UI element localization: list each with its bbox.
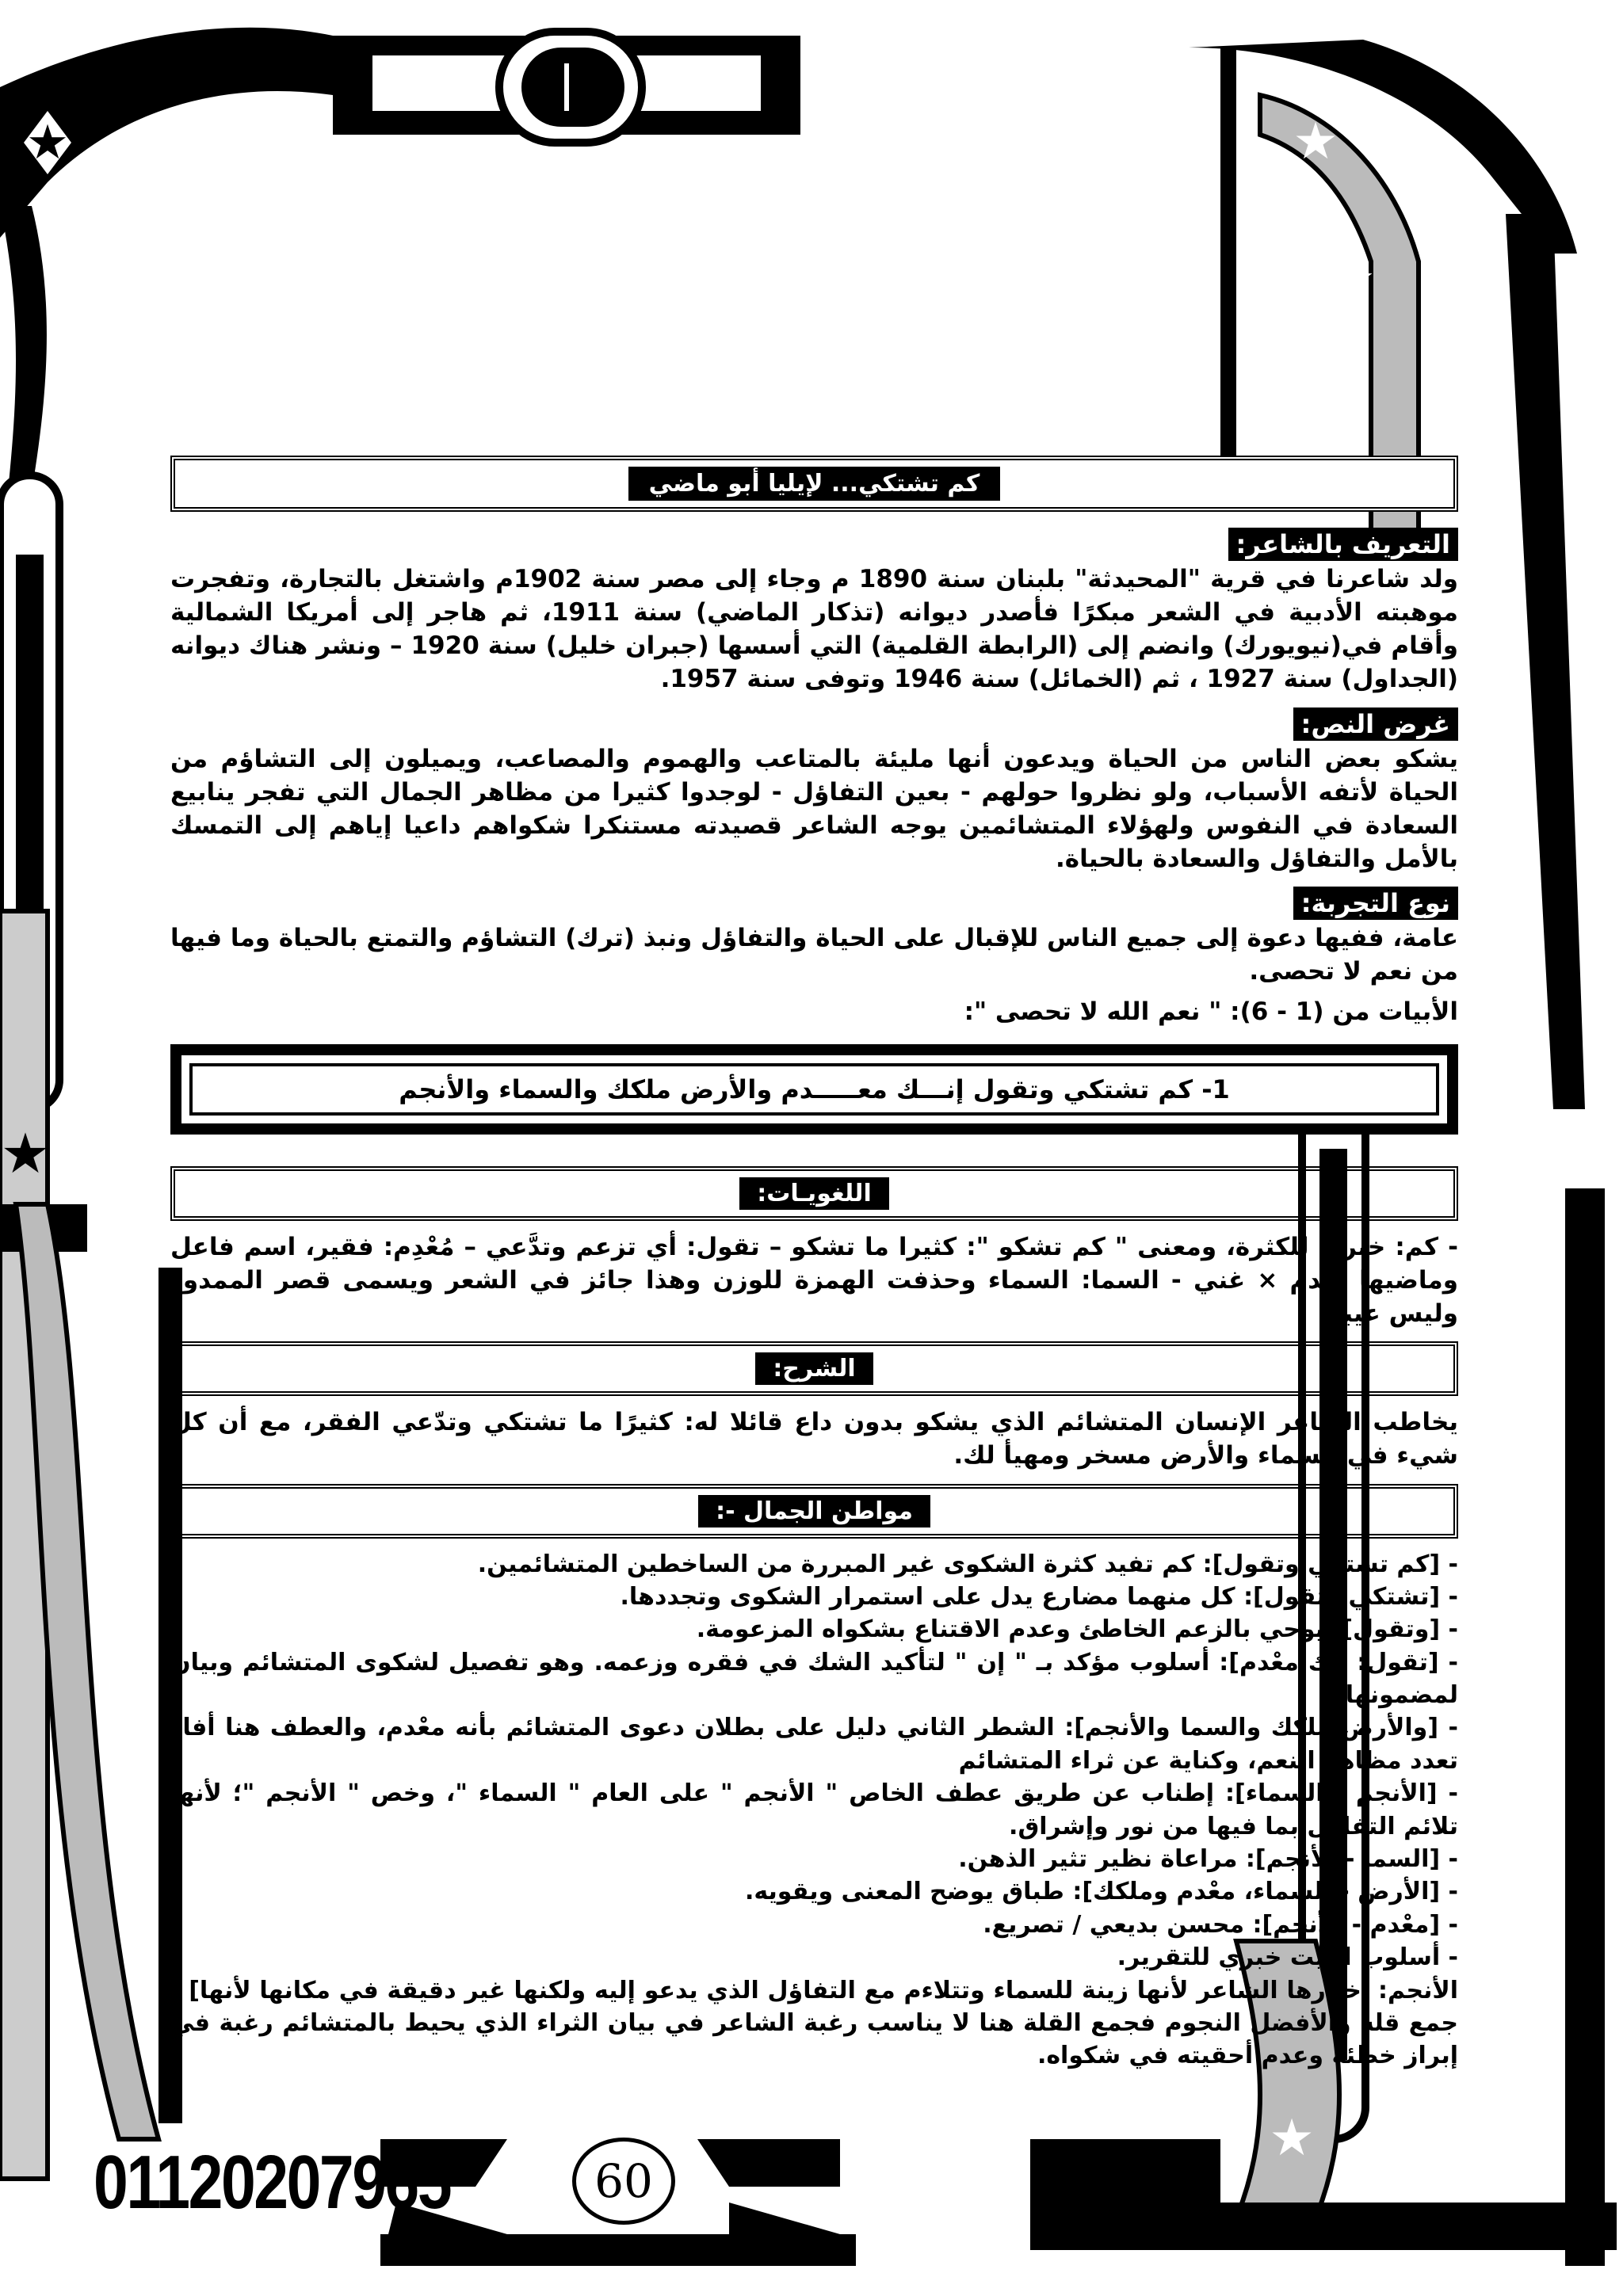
poet-label: التعريف بالشاعر: bbox=[1228, 528, 1458, 561]
list-item: - [وتقول]: يوحي بالزعم الخاطئ وعدم الاقتناع بشكواه المزعومة. bbox=[696, 1615, 1458, 1644]
list-item: - [السما - الأنجم]: مراعاة نظير تثير الذهن. bbox=[958, 1845, 1458, 1874]
poet-bio: ولد شاعرنا في قرية "المحيدثة" بلبنان سنة 1890 م وجاء إلى مصر سنة 1902م واشتغل بالتجارة، وتفجرت موهبته الأدبية في الشعر مبكرًا فأصدر ديوانه (تذكار الماضي) سنة 1911، ثم هاجر إلى أمريكا الشمالية وأقام في(نيويورك) وانضم إلى (الرابطة القلمية) التي أسسها (جبران خليل) سنة 1920 – ونشر هناك ديوانه (الجداول) سنة 1927 ، ثم (الخمائل) سنة 1946 وتوفى سنة 1957. bbox=[170, 565, 1459, 694]
verse-frame bbox=[170, 1044, 1458, 1135]
explain-text: يخاطب الشاعر الإنسان المتشائم الذي يشكو بدون داع قائلا له: كثيرًا ما تشتكي وتدّعي الفقر، مع أن كل شيء في السماء والأرض مسخر ومهيأ لك. bbox=[170, 1408, 1458, 1470]
verse-text: 1- كم تشتكي وتقول إنـــك معـــــدم والأرض ملكك والسماء والأنجم bbox=[189, 1063, 1439, 1116]
purpose-text: يشكو بعض الناس من الحياة ويدعون أنها مليئة بالمتاعب والهموم والمصاعب، ويميلون إلى التشاؤم من الحياة لأتفه الأسباب، ولو نظروا حولهم - بعين التفاؤل - لوجدوا كثيرا من مظاهر الجمال التي تفجر ينابيع السعادة في النفوس ولهؤلاء المتشائمين يوجه الشاعر قصيدته مستنكرا شكواهم داعيا إياهم إلى التمسك بالأمل والتفاؤل والسعادة بالحياة. bbox=[170, 744, 1458, 874]
explain-heading: الشرح: bbox=[755, 1352, 873, 1385]
svg-text:★: ★ bbox=[0, 1121, 51, 1186]
svg-text:★: ★ bbox=[1293, 113, 1338, 171]
experience-text: عامة، ففيها دعوة إلى جميع الناس للإقبال على الحياة والتفاؤل ونبذ (ترك) التشاؤم والتمتع بالحياة وما فيها من نعم لا تحصى. bbox=[170, 924, 1458, 986]
vocab-heading: اللغويـات: bbox=[739, 1177, 888, 1210]
footer-phone-number: 01120207965 bbox=[94, 2140, 451, 2225]
page-number: 60 bbox=[572, 2138, 675, 2225]
main-content bbox=[170, 456, 1458, 2073]
beauty-heading: مواطن الجمال -: bbox=[698, 1495, 930, 1527]
purpose-label: غرض النص: bbox=[1293, 707, 1458, 741]
title-frame bbox=[170, 456, 1458, 512]
list-item: - [والأرض ملكك والسما والأنجم]: الشطر الثاني دليل على بطلان دعوى المتشائم بأنه معْدم، والعطف هنا أفاد تعدد مظاهر النعم، وكناية عن ثراء المتشائم bbox=[170, 1714, 1458, 1775]
vocab-heading-frame bbox=[170, 1166, 1458, 1221]
list-item: - [تشتكي وتقول]: كل منهما مضارع يدل على استمرار الشكوى وتجددها. bbox=[620, 1582, 1458, 1611]
verses-range: الأبيات من (1 - 6): " نعم الله لا تحصى ": bbox=[964, 997, 1458, 1026]
list-item: - [الأنجم - السماء]: إطناب عن طريق عطف الخاص " الأنجم " على العام " السماء "، وخص " الأنجم "؛ لأنها تلائم التفاؤل بما فيها من نور وإشراق. bbox=[170, 1779, 1458, 1840]
list-item: - [تقول: إنك معْدم]: أسلوب مؤكد بـ " إن " لتأكيد الشك في فقره وزعمه. وهو تفصيل لشكوى المتشائم وبيان لمضمونها. bbox=[170, 1648, 1458, 1710]
list-item: - [كم تشتكي وتقول]: كم تفيد كثرة الشكوى غير المبررة من الساخطين المتشائمين. bbox=[477, 1550, 1458, 1578]
explain-heading-frame bbox=[170, 1341, 1458, 1396]
beauty-list bbox=[170, 1548, 1458, 2073]
page-title: كم تشتكي... لإيليا أبو ماضي bbox=[628, 467, 1001, 501]
svg-text:★: ★ bbox=[1335, 253, 1376, 304]
list-item: الأنجم: اختارها الشاعر لأنها زينة للسماء وتتلاءم مع التفاؤل الذي يدعو إليه ولكنها غير دقيقة في مكانها لأنها] - جمع قلة والأفضل النجوم فجمع القلة هنا لا يناسب رغبة الشاعر في بيان الثراء الذي يحيط بالمتشائم رغبة في إبراز خطئه وعدم أحقيته في شكواه. bbox=[170, 1976, 1458, 2070]
beauty-heading-frame bbox=[170, 1484, 1458, 1539]
vocab-text: - كم: خبرية للكثرة، ومعنى " كم تشكو ": كثيرا ما تشكو – تقول: أي تزعم وتدَّعي – مُعْدِم: فقير، اسم فاعل وماضيها أعدم × غني - السما: السماء وحذفت الهمزة للوزن وهذا جائز في الشعر ويسمى قصر الممدود وليس عيبا. bbox=[170, 1232, 1458, 1329]
svg-text:★: ★ bbox=[26, 115, 69, 170]
list-item: - [معْدم - الأنجم]: محسن بديعي / تصريع. bbox=[983, 1910, 1458, 1939]
list-item: - [الأرض - السماء، معْدم وملكك]: طباق يوضح المعنى ويقويه. bbox=[744, 1878, 1458, 1906]
list-item: - أسلوب البيت خبري للتقرير. bbox=[1117, 1943, 1458, 1972]
experience-label: نوع التجربة: bbox=[1293, 887, 1458, 920]
svg-text:★: ★ bbox=[1269, 2109, 1315, 2168]
